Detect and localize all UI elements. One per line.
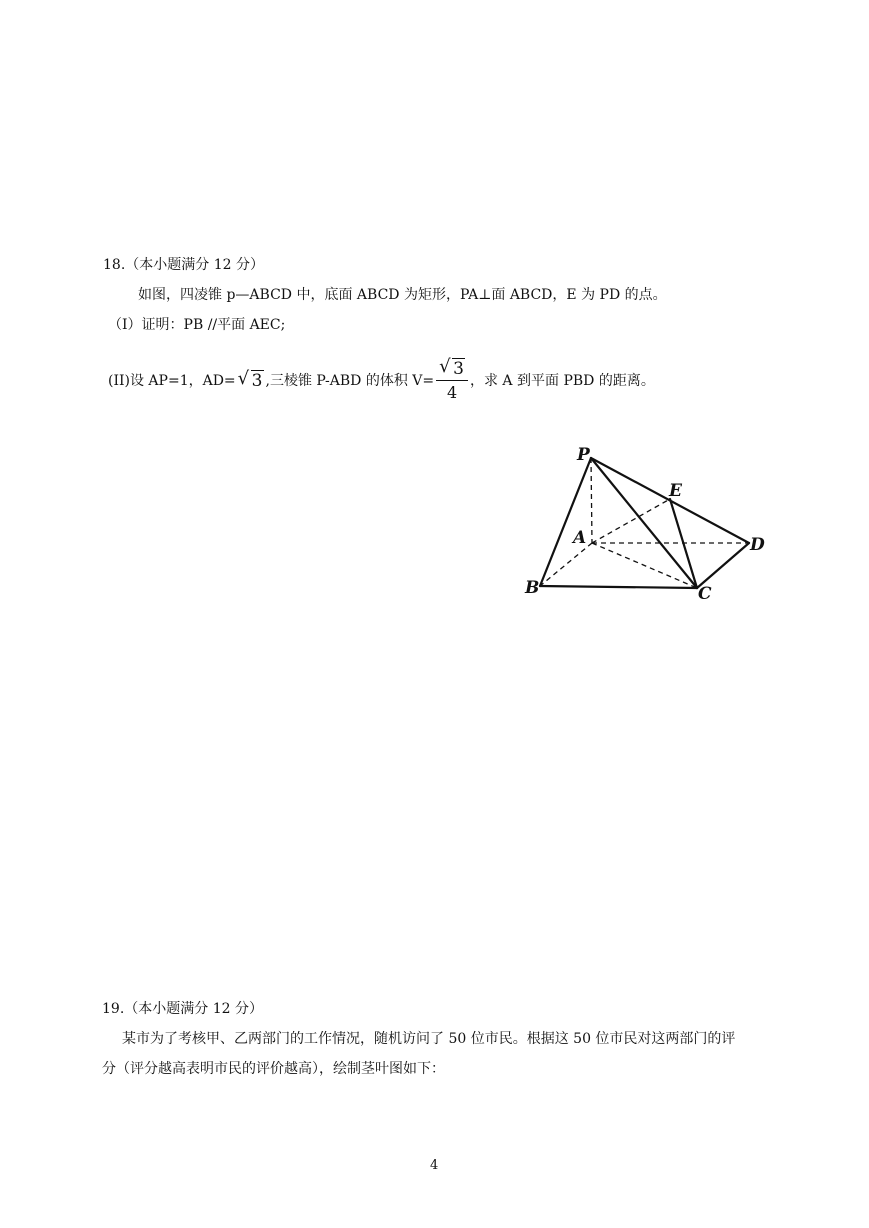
question-19-title: 19.（本小题满分 12 分）	[102, 1001, 263, 1017]
part-2-prefix: (II)设 AP=1，AD=	[108, 373, 236, 389]
volume-fraction	[436, 356, 468, 403]
question-18-title: 18.（本小题满分 12 分）	[103, 257, 264, 273]
edge-ac-hidden	[592, 543, 697, 588]
vertex-label-e: E	[669, 481, 682, 501]
vertex-label-d: D	[750, 535, 765, 555]
sqrt-ad-radicand: 3	[251, 371, 263, 391]
vertex-label-p: P	[577, 445, 590, 465]
edge-pa-hidden	[591, 458, 592, 543]
vertex-label-c: C	[698, 584, 712, 604]
part-2-middle: ,三棱锥 P-ABD 的体积 V=	[265, 373, 435, 389]
page-number: 4	[430, 1158, 439, 1173]
question-19-statement-line-2: 分（评分越高表明市民的评价越高），绘制茎叶图如下：	[102, 1061, 445, 1077]
vertex-label-b: B	[525, 578, 540, 598]
edge-bc	[540, 586, 697, 588]
question-18-part-2	[108, 356, 655, 403]
fraction-denominator: 4	[446, 383, 458, 402]
edge-pb	[540, 458, 591, 586]
pyramid-figure	[520, 440, 780, 605]
part-2-suffix: ，求 A 到平面 PBD 的距离。	[469, 373, 655, 389]
edge-cd	[697, 543, 749, 588]
edge-pc	[591, 458, 697, 588]
sqrt-ad: √ 3	[237, 368, 263, 391]
fraction-numerator-radicand: 3	[453, 359, 464, 379]
question-18-part-1: （I）证明：PB //平面 AEC;	[108, 317, 286, 333]
fraction-numerator-sqrt: √ 3	[439, 356, 464, 379]
question-19-statement-line-1: 某市为了考核甲、乙两部门的工作情况，随机访问了 50 位市民。根据这 50 位市民对这两部门的评	[122, 1031, 736, 1047]
question-18-statement: 如图，四凌锥 p—ABCD 中，底面 ABCD 为矩形，PA⊥面 ABCD，E 为 PD 的点。	[138, 287, 667, 303]
vertex-label-a: A	[573, 528, 587, 548]
